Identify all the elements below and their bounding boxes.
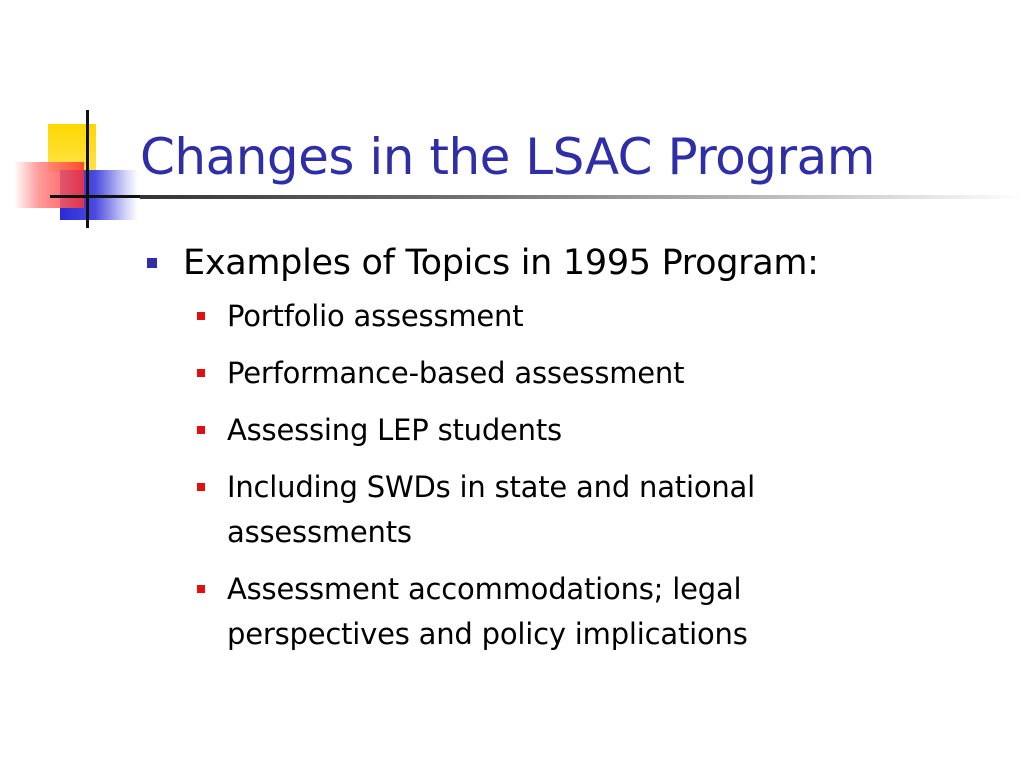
sub-bullet-list — [145, 294, 995, 657]
sub-bullet-item — [227, 567, 917, 657]
sub-bullet-text: Performance-based assessment — [227, 356, 685, 390]
square-bullet-icon — [197, 426, 205, 434]
sub-bullet-text: Including SWDs in state and national assessments — [227, 470, 755, 549]
square-bullet-icon — [197, 483, 205, 491]
sub-bullet-item — [227, 408, 917, 453]
square-bullet-icon — [197, 312, 205, 320]
sub-bullet-item — [227, 294, 917, 339]
square-bullet-icon — [147, 258, 157, 268]
sub-bullet-item — [227, 351, 917, 396]
title-underline — [140, 195, 1024, 199]
slide-title: Changes in the LSAC Program — [140, 128, 875, 186]
bullet-level-1 — [145, 236, 995, 290]
sub-bullet-text: Assessing LEP students — [227, 413, 562, 447]
slide-body — [145, 236, 995, 669]
square-bullet-icon — [197, 369, 205, 377]
horizontal-rule-icon — [50, 195, 152, 198]
sub-bullet-text: Assessment accommodations; legal perspectives and policy implications — [227, 572, 748, 651]
bullet-text: Examples of Topics in 1995 Program: — [183, 243, 819, 283]
vertical-rule-icon — [86, 110, 89, 228]
sub-bullet-text: Portfolio assessment — [227, 299, 524, 333]
red-square-icon — [14, 162, 84, 208]
sub-bullet-item — [227, 465, 917, 555]
square-bullet-icon — [197, 585, 205, 593]
